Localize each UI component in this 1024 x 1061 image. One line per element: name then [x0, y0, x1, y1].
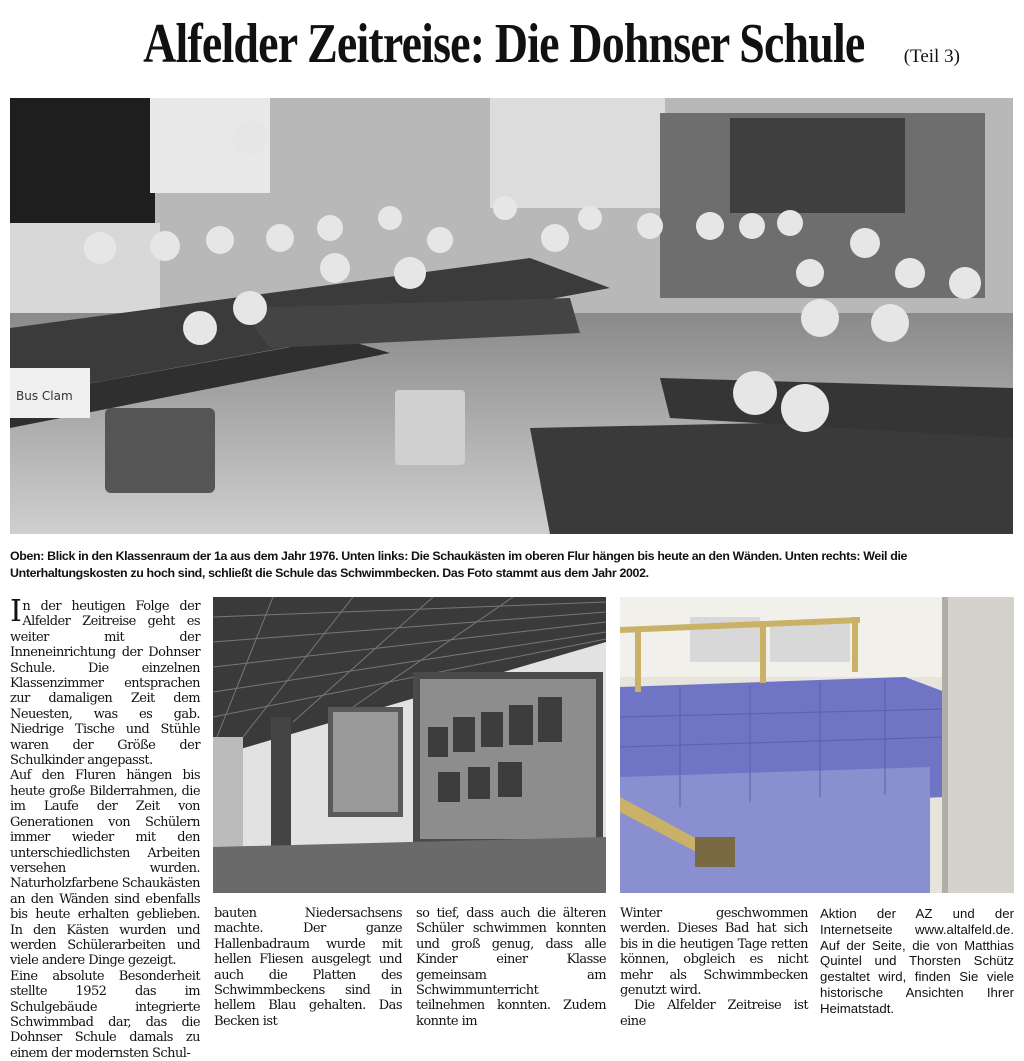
article-paragraph: Eine absolute Besonderheit stellte 1952 das im Schulgebäude integrierte Schwimmbad dar, das die Dohnser Schule damals zu einem der modernsten Schul- [10, 968, 200, 1061]
article-column-1 [10, 594, 201, 1061]
article-paragraph: Auf den Fluren hängen bis heute große Bilderrahmen, die im Laufe der Zeit von Generationen von Schülern immer wieder mit den unterschiedlichsten Arbeiten versehen wurden. Naturholzfarbene Schaukästen an den Wänden sind ebenfalls bis heute erhalten geblieben. In den Kästen wurden und werden Schülerarbeiten und viele andere Dinge gezeigt. [10, 768, 201, 969]
article-paragraph: so tief, dass auch die älteren Schüler schwimmen konnten und groß genug, dass alle Kinder einer Klasse gemeinsam am Schwimmunterricht teilnehmen konnten. Zudem konnte im [416, 906, 606, 1029]
box-label: Bus Clam [16, 389, 73, 403]
article-paragraph: Winter geschwommen werden. Dieses Bad hat sich bis in die heutigen Tage retten können, obgleich es nicht mehr als Schwimmbecken genutzt wird. [620, 906, 808, 999]
article-paragraph: In der heutigen Folge der Alfelder Zeitreise geht es weiter mit der Inneneinrichtung der Dohnser Schule. Die einzelnen Klassenzimmer entsprachen zur damaligen Zeit dem Neuesten, was es gab. Niedrige Tische und Stühle waren der Größe der Schulkinder angepasst. [10, 594, 200, 769]
hallway-photo [213, 597, 606, 893]
photo-caption: Oben: Blick in den Klassenraum der 1a aus dem Jahr 1976. Unten links: Die Schaukästen im oberen Flur hängen bis heute an den Wänden. Unten rechts: Weil die Unterhaltungskosten zu hoch sind, schließt die Schule das Schwimmbecken. Das Foto stammt aus dem Jahr 2002. [10, 549, 908, 580]
article-paragraph: Die Alfelder Zeitreise ist eine [620, 998, 808, 1029]
article-column-4 [620, 906, 808, 1029]
pool-photo [620, 597, 1014, 893]
headline-part: (Teil 3) [903, 46, 960, 67]
classroom-photo [10, 98, 1013, 534]
article-column-2 [214, 906, 402, 1029]
article-paragraph: Aktion der AZ und der Internetseite www.altalfeld.de. Auf der Seite, die von Matthias Quintel und Thorsten Schütz gestaltet wird, finden Sie viele historische Ansichten Ihrer Heimatstadt. [820, 906, 1014, 1016]
article-column-3 [416, 906, 606, 1029]
headline [0, 12, 1024, 76]
article-paragraph: bauten Niedersachsens machte. Der ganze Hallenbadraum wurde mit hellen Fliesen ausgelegt und auch die Platten des Schwimmbeckens sind in hellem Blau gehalten. Das Becken ist [214, 906, 402, 1029]
headline-title: Alfelder Zeitreise: Die Dohnser Schule [143, 13, 865, 75]
article-column-5 [820, 906, 1014, 1017]
